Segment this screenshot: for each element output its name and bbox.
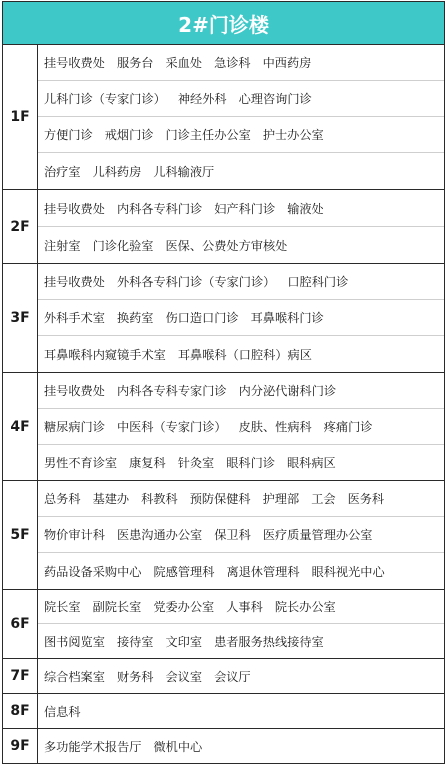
floor-section-1f — [3, 45, 444, 190]
department-row — [38, 590, 444, 624]
department-name: 中西药房 — [262, 56, 312, 70]
department-name: 药品设备采购中心 — [44, 564, 142, 579]
department-name: 医保、公费处方审核处 — [165, 238, 288, 253]
department-name: 口腔科门诊 — [287, 275, 349, 289]
department-name: 工会 — [311, 492, 336, 506]
department-name: 神经外科 — [177, 92, 227, 106]
department-name: 治疗室 — [44, 164, 81, 179]
department-name: 儿科药房 — [92, 164, 142, 179]
department-name: 内分泌代谢科门诊 — [238, 384, 337, 398]
department-row — [38, 694, 444, 728]
floor-rows — [38, 264, 444, 372]
department-row — [38, 445, 444, 480]
department-name: 眼科门诊 — [226, 456, 275, 470]
department-name: 患者服务热线接待室 — [214, 634, 324, 649]
department-name: 输液处 — [287, 201, 324, 216]
department-name: 文印室 — [165, 634, 203, 649]
department-name: 会议室 — [165, 669, 203, 684]
department-name: 护士办公室 — [262, 128, 324, 142]
department-name: 糖尿病门诊 — [44, 420, 105, 434]
department-name: 医患沟通办公室 — [116, 528, 203, 542]
department-name: 微机中心 — [153, 739, 203, 754]
department-name: 内科各专科门诊 — [116, 201, 203, 216]
department-name: 信息科 — [44, 704, 81, 719]
department-name: 护理部 — [262, 492, 300, 506]
department-name: 门诊化验室 — [92, 238, 154, 253]
department-name: 院感管理科 — [153, 564, 215, 579]
department-row — [38, 300, 444, 336]
floor-rows — [38, 659, 444, 693]
department-name: 总务科 — [44, 492, 81, 506]
department-name: 内科各专科专家门诊 — [116, 384, 227, 398]
floor-rows — [38, 481, 444, 589]
department-name: 中医科（专家门诊） — [116, 420, 227, 434]
department-name: 人事科 — [226, 600, 263, 614]
department-name: 眼科视光中心 — [311, 564, 385, 579]
floor-label: 9F — [3, 729, 38, 763]
department-row — [38, 409, 444, 445]
department-row — [38, 264, 444, 300]
floor-rows — [38, 45, 444, 189]
department-row — [38, 81, 444, 117]
department-row — [38, 336, 444, 372]
floor-section-2f — [3, 190, 444, 264]
department-name: 医疗质量管理办公室 — [262, 528, 373, 542]
department-name: 采血处 — [165, 56, 203, 70]
department-name: 耳鼻喉科内窥镜手术室 — [44, 347, 166, 362]
department-row — [38, 190, 444, 227]
floor-rows — [38, 590, 444, 658]
building-title: 2#门诊楼 — [3, 2, 444, 45]
floor-section-5f — [3, 481, 444, 590]
department-name: 副院长室 — [92, 600, 142, 614]
department-name: 图书阅览室 — [44, 634, 105, 649]
department-name: 门诊主任办公室 — [165, 128, 251, 142]
floor-label: 8F — [3, 694, 38, 728]
floor-label: 3F — [3, 264, 38, 372]
floor-section-8f — [3, 694, 444, 729]
department-name: 基建办 — [92, 492, 130, 506]
department-row — [38, 227, 444, 263]
department-name: 离退休管理科 — [226, 564, 300, 579]
department-name: 多功能学术报告厅 — [44, 739, 142, 754]
floor-rows — [38, 694, 444, 728]
department-name: 综合档案室 — [44, 669, 105, 684]
floor-label: 2F — [3, 190, 38, 263]
department-name: 挂号收费处 — [44, 275, 105, 289]
department-name: 伤口造口门诊 — [165, 311, 239, 325]
floor-label: 5F — [3, 481, 38, 589]
floor-section-4f — [3, 373, 444, 481]
department-name: 党委办公室 — [153, 600, 215, 614]
department-name: 戒烟门诊 — [104, 128, 154, 142]
department-name: 男性不育诊室 — [44, 456, 118, 470]
department-name: 儿科门诊（专家门诊） — [44, 92, 166, 106]
department-name: 医务科 — [347, 492, 385, 506]
floor-rows — [38, 190, 444, 263]
floor-label: 4F — [3, 373, 38, 480]
department-name: 外科各专科门诊（专家门诊） — [116, 275, 276, 289]
department-row — [38, 659, 444, 693]
department-name: 接待室 — [116, 634, 154, 649]
department-name: 心理咨询门诊 — [238, 92, 312, 106]
department-row — [38, 153, 444, 189]
department-name: 外科手术室 — [44, 311, 105, 325]
department-row — [38, 517, 444, 553]
department-name: 儿科输液厅 — [153, 164, 215, 179]
department-name: 院长室 — [44, 600, 81, 614]
floor-section-7f — [3, 659, 444, 694]
department-name: 疼痛门诊 — [323, 420, 373, 434]
department-name: 挂号收费处 — [44, 201, 105, 216]
department-name: 耳鼻喉科门诊 — [250, 311, 324, 325]
department-name: 耳鼻喉科（口腔科）病区 — [177, 347, 312, 362]
department-row — [38, 481, 444, 517]
department-name: 保卫科 — [214, 528, 251, 542]
department-name: 急诊科 — [214, 56, 251, 70]
floor-label: 1F — [3, 45, 38, 189]
floor-label: 6F — [3, 590, 38, 658]
department-name: 挂号收费处 — [44, 384, 105, 398]
department-name: 会议厅 — [214, 669, 251, 684]
department-row — [38, 117, 444, 153]
department-name: 方便门诊 — [44, 128, 93, 142]
department-name: 物价审计科 — [44, 528, 105, 542]
department-name: 针灸室 — [177, 456, 215, 470]
department-name: 科教科 — [141, 492, 178, 506]
department-row — [38, 45, 444, 81]
department-name: 预防保健科 — [189, 492, 251, 506]
floor-section-6f — [3, 590, 444, 659]
department-name: 财务科 — [116, 669, 154, 684]
floor-directory-table — [2, 1, 445, 764]
department-name: 眼科病区 — [287, 456, 336, 470]
department-name: 挂号收费处 — [44, 56, 105, 70]
department-name: 换药室 — [116, 311, 154, 325]
department-name: 院长办公室 — [274, 600, 336, 614]
department-name: 皮肤、性病科 — [238, 420, 312, 434]
department-name: 妇产科门诊 — [214, 201, 276, 216]
department-row — [38, 624, 444, 658]
department-row — [38, 553, 444, 589]
department-row — [38, 373, 444, 409]
floor-rows — [38, 373, 444, 480]
floor-section-3f — [3, 264, 444, 373]
department-name: 服务台 — [116, 56, 154, 70]
floor-label: 7F — [3, 659, 38, 693]
department-name: 注射室 — [44, 238, 81, 253]
department-name: 康复科 — [129, 456, 166, 470]
